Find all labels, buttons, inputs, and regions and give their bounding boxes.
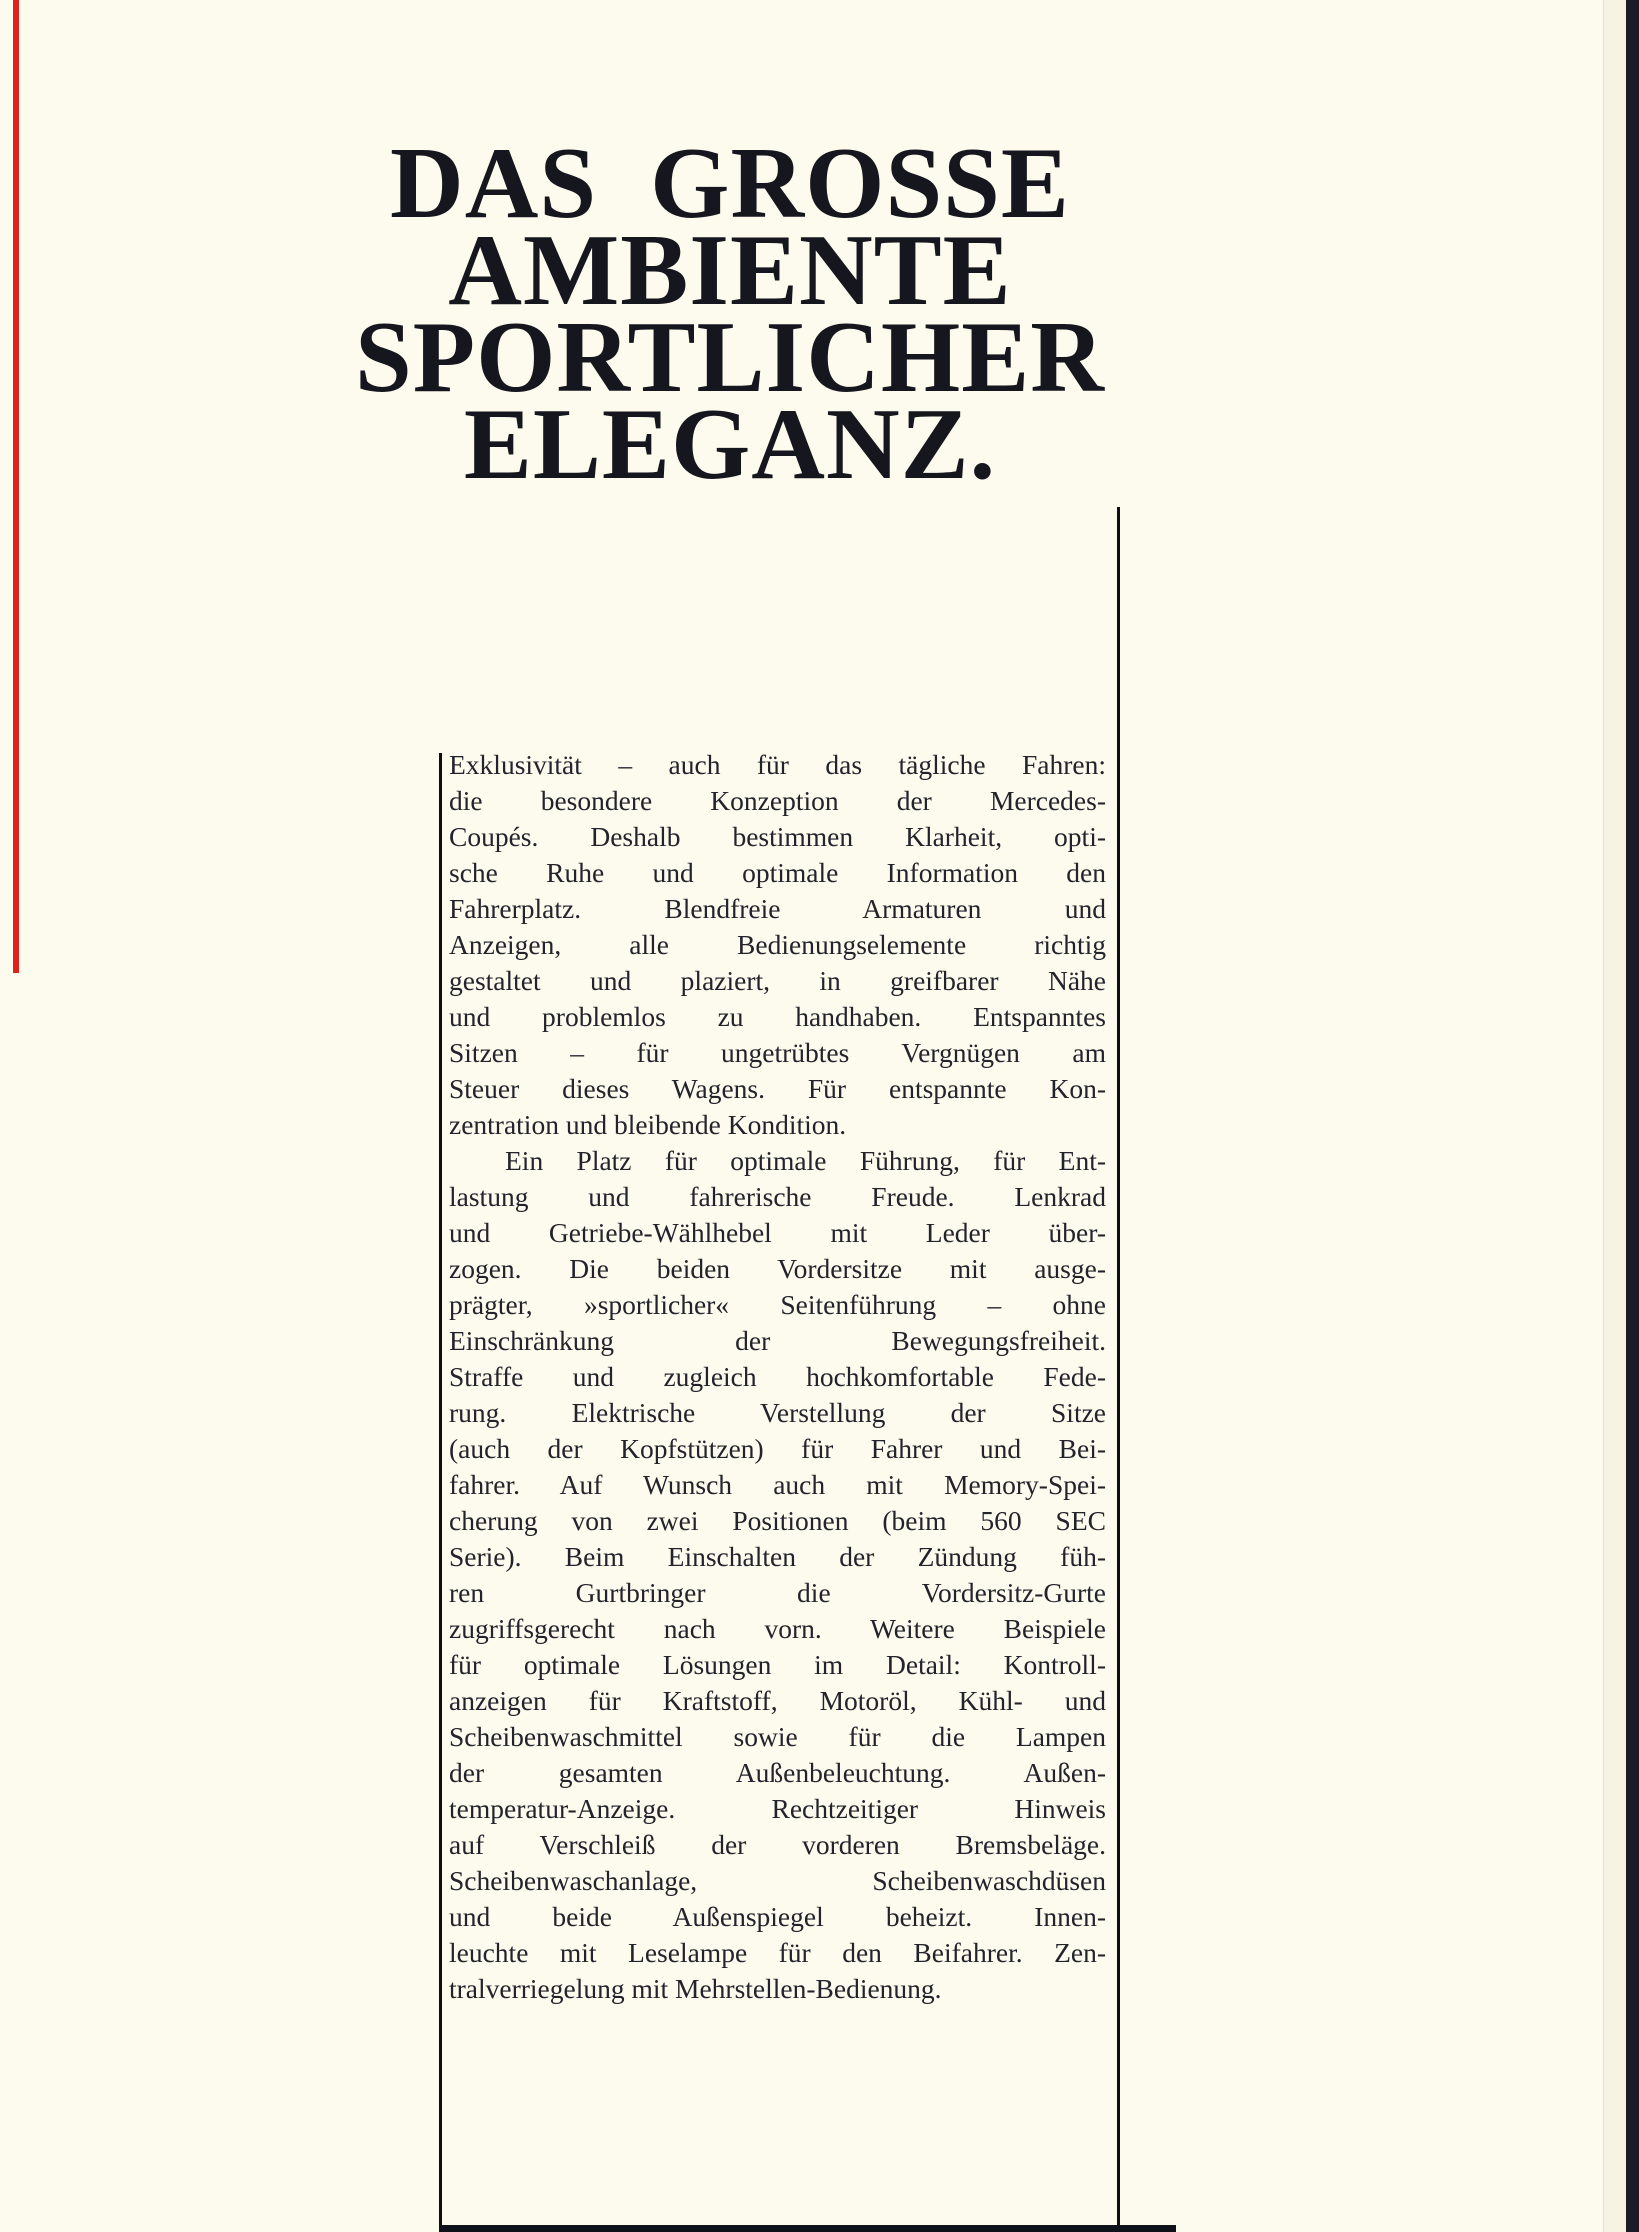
headline-line: AMBIENTE bbox=[448, 214, 1012, 327]
body-line: leuchte mit Leselampe für den Beifahrer. Zen- bbox=[449, 1937, 1106, 1968]
body-line: Exklusivität – auch für das tägliche Fahren: bbox=[449, 749, 1106, 780]
body-line: zentration und bleibende Kondition. bbox=[449, 1109, 847, 1140]
body-line: Fahrerplatz. Blendfreie Armaturen und bbox=[449, 893, 1106, 924]
body-line: Scheibenwaschanlage, Scheibenwaschdüsen bbox=[449, 1865, 1106, 1896]
left-column-rule bbox=[439, 753, 442, 2232]
body-line: (auch der Kopfstützen) für Fahrer und Bei- bbox=[449, 1433, 1106, 1464]
body-line: anzeigen für Kraftstoff, Motoröl, Kühl- und bbox=[449, 1685, 1106, 1716]
body-line: Ein Platz für optimale Führung, für Ent- bbox=[505, 1145, 1106, 1176]
body-line: zugriffsgerecht nach vorn. Weitere Beispiele bbox=[449, 1613, 1106, 1644]
headline bbox=[225, 127, 1235, 501]
body-line: cherung von zwei Positionen (beim 560 SEC bbox=[449, 1505, 1106, 1536]
body-line: Scheibenwaschmittel sowie für die Lampen bbox=[449, 1721, 1106, 1752]
paragraph-2 bbox=[449, 1143, 1106, 2007]
body-line: Serie). Beim Einschalten der Zündung füh- bbox=[449, 1541, 1106, 1572]
body-line: für optimale Lösungen im Detail: Kontroll- bbox=[449, 1649, 1106, 1680]
page-edge-bar bbox=[1626, 0, 1639, 2232]
body-line: tralverriegelung mit Mehrstellen-Bedienung. bbox=[449, 1973, 942, 2004]
body-line: und beide Außenspiegel beheizt. Innen- bbox=[449, 1901, 1106, 1932]
body-line: lastung und fahrerische Freude. Lenkrad bbox=[449, 1181, 1106, 1212]
paragraph-1 bbox=[449, 747, 1106, 1143]
bottom-edge-rule bbox=[439, 2225, 1176, 2232]
body-line: fahrer. Auf Wunsch auch mit Memory-Spei- bbox=[449, 1469, 1106, 1500]
body-line: sche Ruhe und optimale Information den bbox=[449, 857, 1106, 888]
body-line: Anzeigen, alle Bedienungselemente richtig bbox=[449, 929, 1106, 960]
red-spine-stripe bbox=[13, 0, 19, 973]
body-line: Steuer dieses Wagens. Für entspannte Kon- bbox=[449, 1073, 1106, 1104]
body-line: rung. Elektrische Verstellung der Sitze bbox=[449, 1397, 1106, 1428]
headline-line: SPORTLICHER bbox=[355, 301, 1105, 414]
body-line: prägter, »sportlicher« Seitenführung – ohne bbox=[449, 1289, 1106, 1320]
page-edge-shade bbox=[1603, 0, 1628, 2232]
body-line: die besondere Konzeption der Mercedes- bbox=[449, 785, 1106, 816]
body-line: gestaltet und plaziert, in greifbarer Nähe bbox=[449, 965, 1106, 996]
body-line: und Getriebe-Wählhebel mit Leder über- bbox=[449, 1217, 1106, 1248]
body-line: temperatur-Anzeige. Rechtzeitiger Hinweis bbox=[449, 1793, 1106, 1824]
headline-line: ELEGANZ. bbox=[463, 388, 997, 501]
body-line: der gesamten Außenbeleuchtung. Außen- bbox=[449, 1757, 1106, 1788]
body-line: Coupés. Deshalb bestimmen Klarheit, opti- bbox=[449, 821, 1106, 852]
body-copy bbox=[449, 747, 1106, 2007]
body-line: ren Gurtbringer die Vordersitz-Gurte bbox=[449, 1577, 1106, 1608]
headline-line: DAS GROSSE bbox=[390, 127, 1070, 240]
body-line: auf Verschleiß der vorderen Bremsbeläge. bbox=[449, 1829, 1106, 1860]
body-line: Einschränkung der Bewegungsfreiheit. bbox=[449, 1325, 1106, 1356]
body-line: Straffe und zugleich hochkomfortable Fede- bbox=[449, 1361, 1106, 1392]
right-column-rule bbox=[1117, 507, 1120, 2232]
body-line: Sitzen – für ungetrübtes Vergnügen am bbox=[449, 1037, 1106, 1068]
body-line: und problemlos zu handhaben. Entspanntes bbox=[449, 1001, 1106, 1032]
body-line: zogen. Die beiden Vordersitze mit ausge- bbox=[449, 1253, 1106, 1284]
